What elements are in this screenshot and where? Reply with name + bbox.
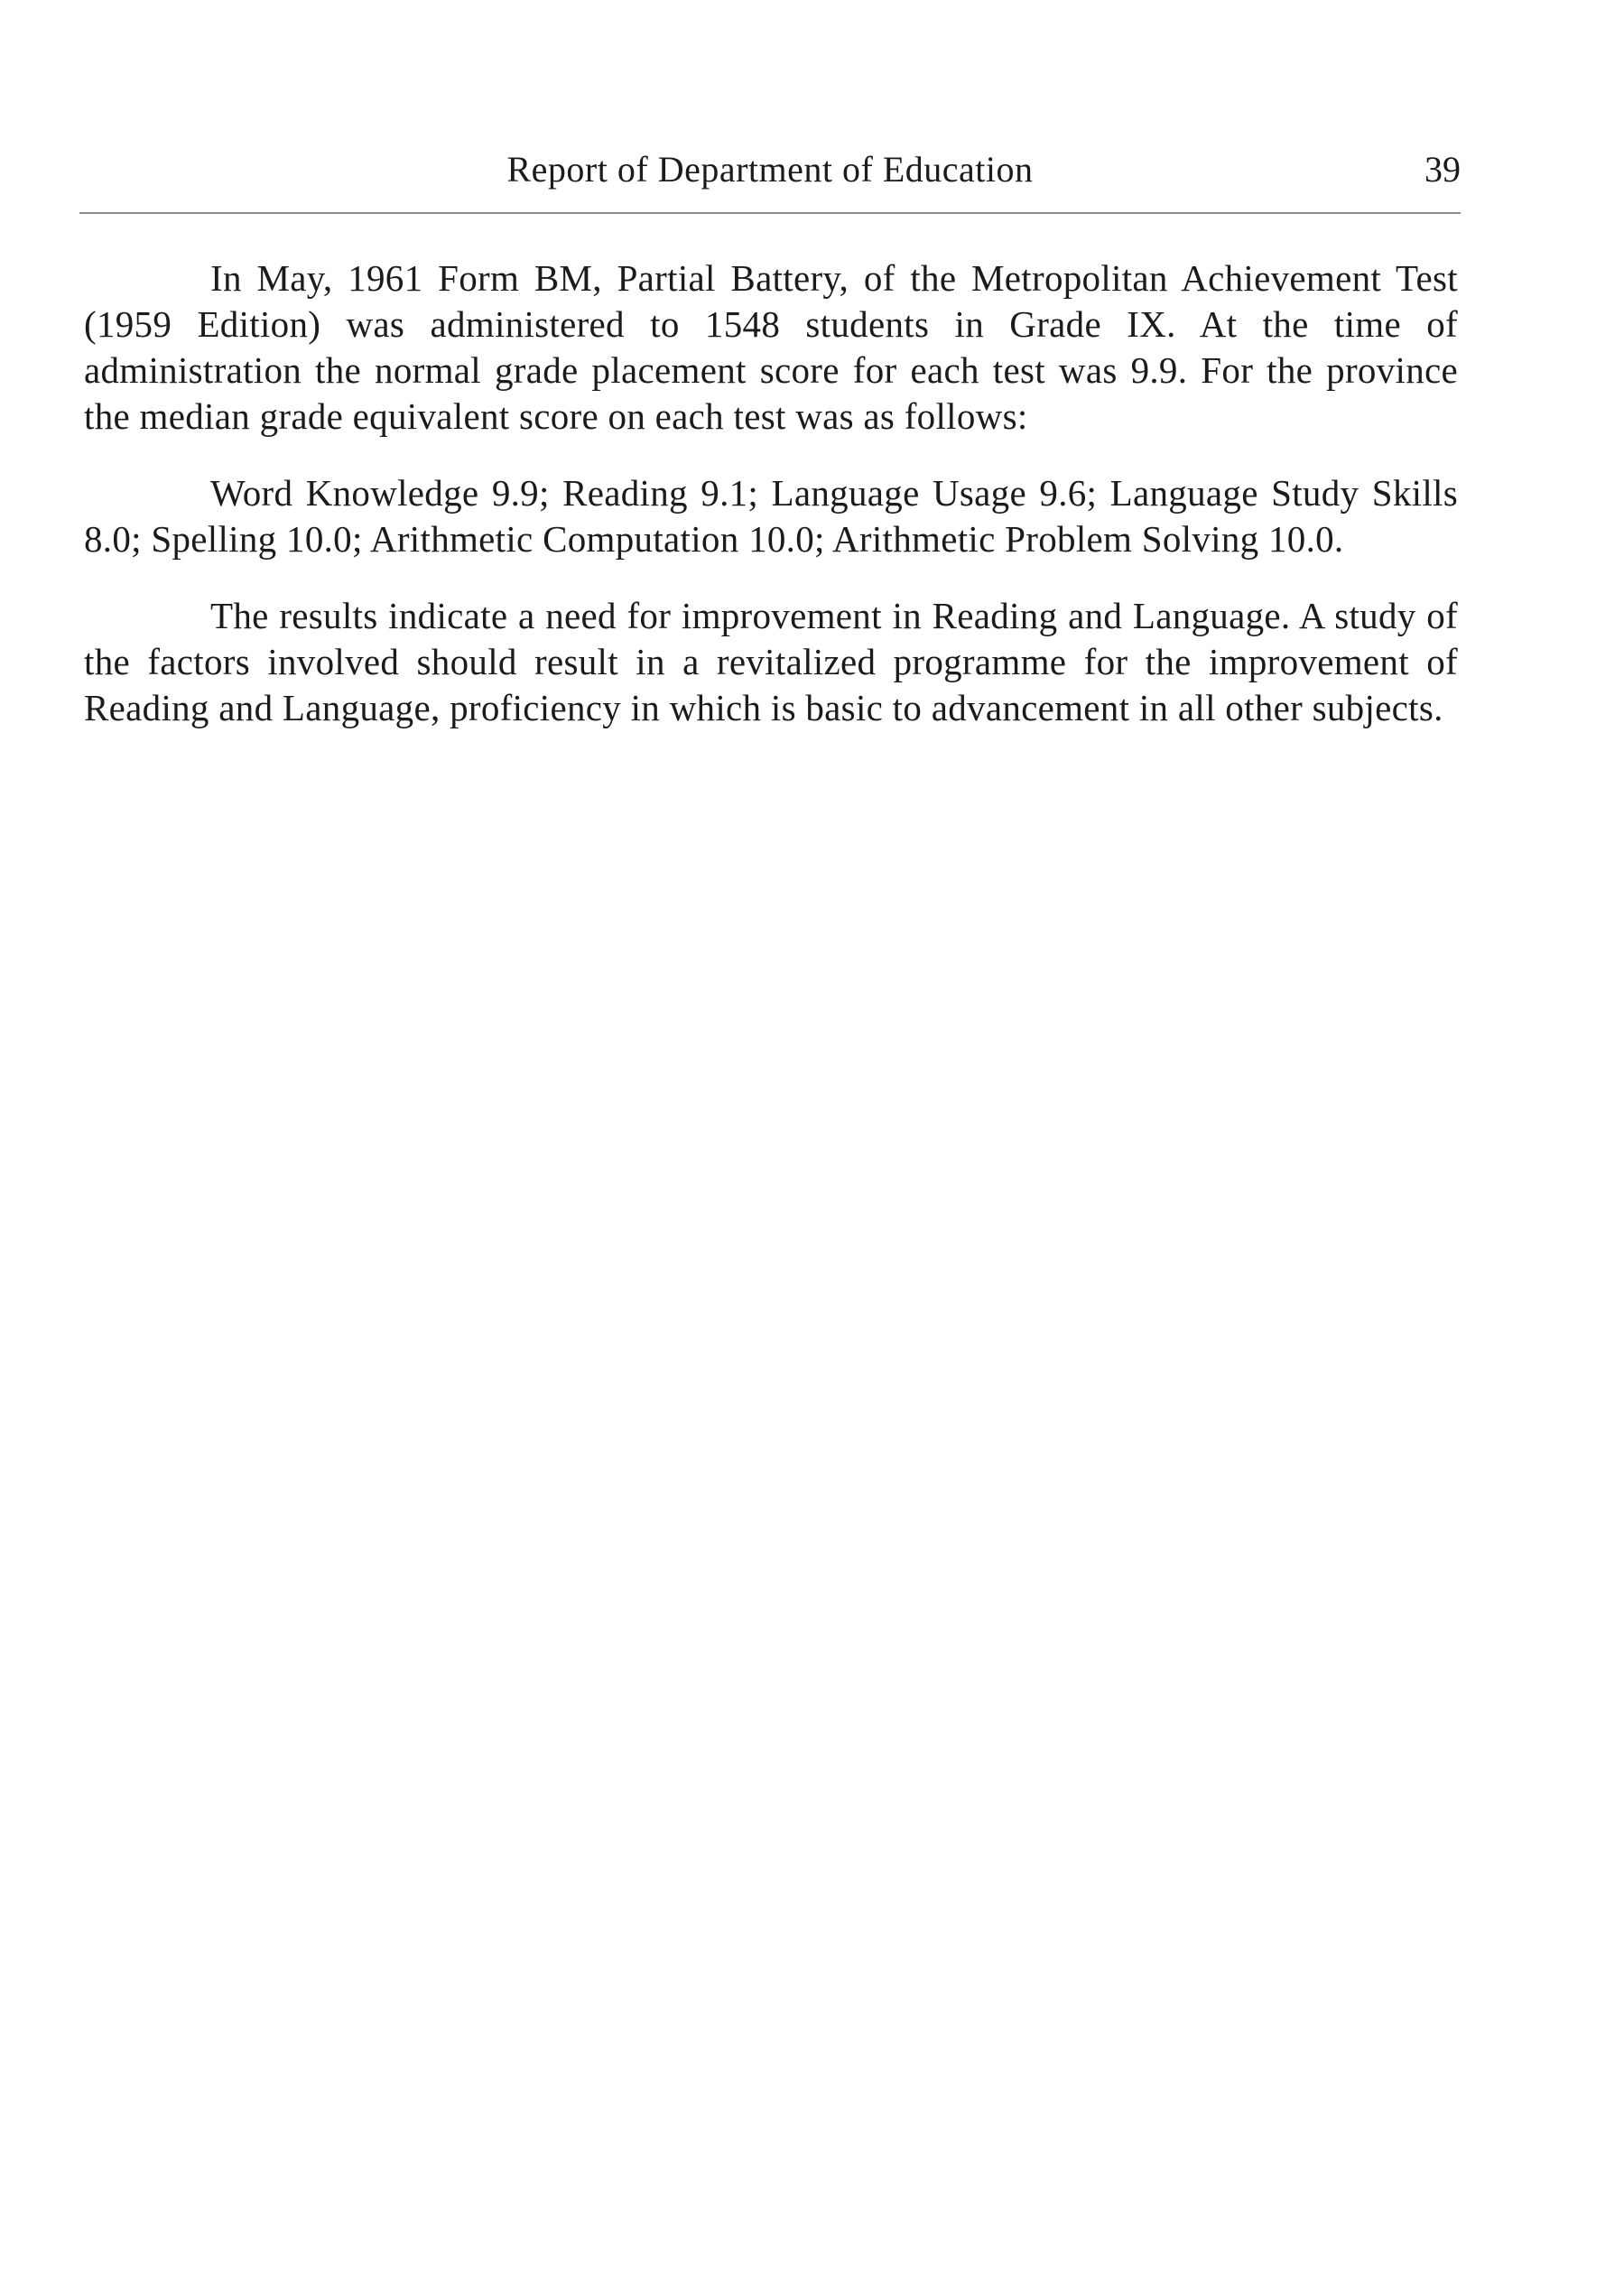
paragraph-results-conclusion: The results indicate a need for improvement in Reading and Language. A study of the factors involved should result in a revitalized programme for the improvement of Reading and Language, proficiency in which is basic to advancement in all other subjects. — [84, 595, 1458, 728]
paragraph-median-scores: Word Knowledge 9.9; Reading 9.1; Language Usage 9.6; Language Study Skills 8.0; Spelling 10.0; Arithmetic Computation 10.0; Arithmetic Problem Solving 10.0. — [84, 472, 1458, 560]
running-header-title: Report of Department of Education — [506, 149, 1034, 190]
body-text — [84, 255, 1458, 762]
header-rule — [79, 212, 1461, 214]
running-header — [79, 143, 1461, 197]
page-number: 39 — [1424, 149, 1461, 190]
paragraph-test-administration: In May, 1961 Form BM, Partial Battery, of the Metropolitan Achievement Test (1959 Edition) was administered to 1548 students in Grade IX. At the time of administration the normal grade placement score for each test was 9.9. For the province the median grade equivalent score on each test was as follows: — [84, 257, 1458, 437]
